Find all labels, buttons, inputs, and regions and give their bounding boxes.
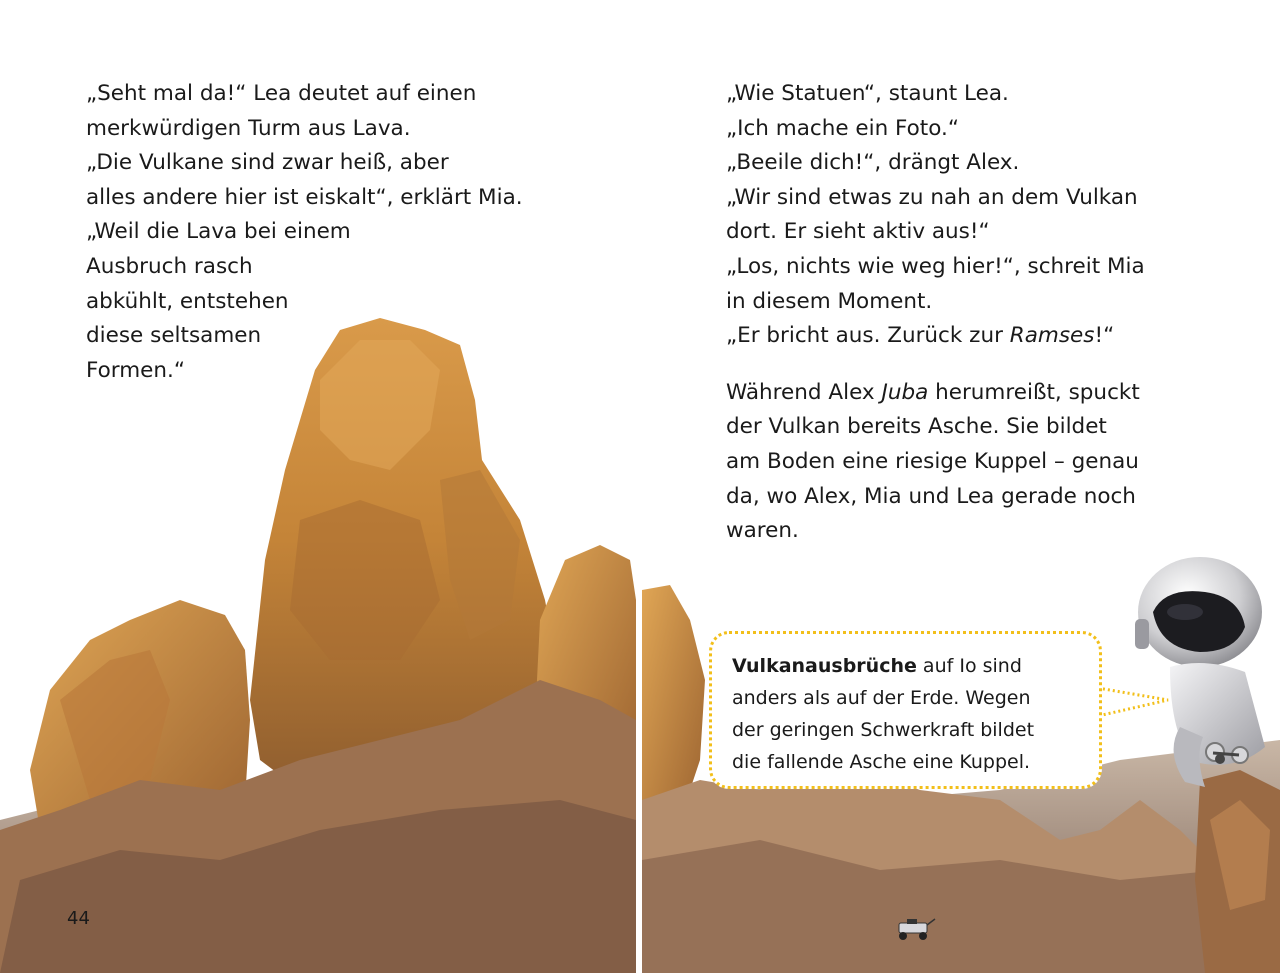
text-line: merkwürdigen Turm aus Lava. (86, 115, 411, 141)
text-line: diese seltsamen (86, 323, 262, 349)
text-line: in diesem Moment. (726, 288, 933, 314)
text-line (726, 319, 1196, 354)
text-fragment: Während Alex (726, 379, 882, 405)
text-line: „Wir sind etwas zu nah an dem Vulkan (726, 184, 1138, 210)
callout-line: anders als auf der Erde. Wegen (732, 687, 1031, 709)
text-line: „Seht mal da!“ Lea deutet auf einen (86, 81, 477, 106)
callout-line (732, 650, 1081, 682)
text-line: Formen.“ (86, 357, 185, 383)
text-fragment: „Er bricht aus. Zurück zur (726, 323, 1010, 349)
text-fragment: !“ (1094, 323, 1115, 349)
text-line: da, wo Alex, Mia und Lea gerade noch (726, 483, 1136, 509)
fact-callout (709, 631, 1102, 789)
text-line: abkühlt, entstehen (86, 288, 289, 314)
text-line: „Los, nichts wie weg hier!“, schreit Mia (726, 253, 1145, 279)
text-fragment: herumreißt, spuckt (928, 379, 1140, 405)
text-line: dort. Er sieht aktiv aus!“ (726, 219, 990, 245)
text-line: alles andere hier ist eiskalt“, erklärt Mia. (86, 184, 523, 210)
left-page-text (86, 77, 556, 388)
ship-name: Ramses (1009, 323, 1095, 349)
left-paragraph (86, 77, 556, 388)
robot-icon (1125, 557, 1280, 817)
text-fragment: auf Io sind (916, 655, 1022, 677)
page-gutter (636, 576, 642, 973)
text-line: waren. (726, 518, 799, 544)
text-line: „Wie Statuen“, staunt Lea. (726, 81, 1009, 106)
text-line: am Boden eine riesige Kuppel – genau (726, 448, 1139, 474)
callout-term: Vulkanausbrüche (732, 655, 917, 677)
text-line: „Beeile dich!“, drängt Alex. (726, 150, 1020, 176)
text-line: der Vulkan bereits Asche. Sie bildet (726, 414, 1107, 440)
rover-icon (893, 913, 937, 943)
callout-line: der geringen Schwerkraft bildet (732, 719, 1035, 741)
right-page-text (726, 77, 1196, 549)
text-line (726, 376, 1196, 411)
text-line: „Weil die Lava bei einem (86, 219, 351, 245)
text-line: „Ich mache ein Foto.“ (726, 115, 959, 141)
page-number: 44 (67, 908, 90, 929)
narration-paragraph (726, 376, 1196, 549)
text-line: „Die Vulkane sind zwar heiß, aber (86, 150, 449, 176)
vehicle-name: Juba (881, 379, 929, 405)
dialogue-paragraph (726, 77, 1196, 354)
callout-line: die fallende Asche eine Kuppel. (732, 751, 1031, 773)
text-line: Ausbruch rasch (86, 253, 253, 279)
